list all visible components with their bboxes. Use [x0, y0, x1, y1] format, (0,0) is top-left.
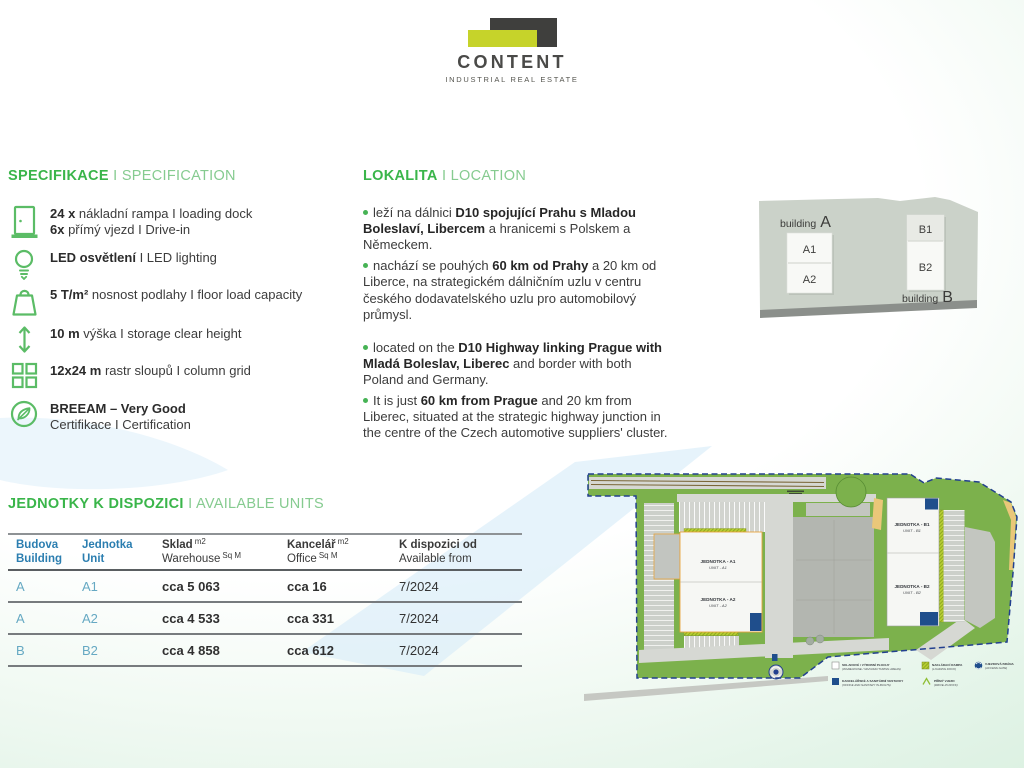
cell-office: cca 16	[287, 578, 327, 594]
col-header-available: K dispozici od Available from	[399, 538, 477, 565]
legend-drivein-arrow-icon	[923, 679, 930, 685]
spec-text: LED osvětlení I LED lighting	[50, 250, 217, 265]
available-units-heading	[8, 496, 324, 512]
legend-gate-cz: VJEZDOVÁ BRÁNA	[985, 662, 1014, 666]
tree	[806, 637, 814, 645]
location-bullet-en-2: It is just 60 km from Prague and 20 km from Liberec, situated at the strategic highway junction in the centre of the Czech automotive suppliers' cluster.	[363, 393, 668, 441]
legend-office-swatch	[832, 678, 839, 685]
plan-unit-a1-label: JEDNOTKA - A1	[700, 559, 736, 564]
col-header-warehouse: Sklad $^{m2}$ Warehouse $^{Sq M}$	[162, 536, 242, 565]
cell-unit: A2	[82, 610, 98, 626]
cell-warehouse: cca 4 858	[162, 642, 220, 658]
legend-drivein-en: (DRIVE-IN DOCK)	[934, 683, 958, 687]
clear-height-arrow-icon	[6, 325, 42, 354]
spec-item-breeam	[6, 400, 191, 433]
plan-unit-b2-label-en: UNIT - B2	[903, 590, 921, 595]
cell-office: cca 331	[287, 610, 334, 626]
building-scheme-diagram	[750, 190, 1010, 340]
cell-available: 7/2024	[399, 578, 439, 594]
unit-a1-label: A1	[802, 244, 817, 256]
plan-building-b	[887, 498, 965, 626]
logo-mark-lime	[468, 30, 537, 47]
location-paragraphs	[363, 205, 669, 446]
spec-text: BREEAM – Very Good Certifikace I Certification	[50, 401, 191, 432]
location-heading	[363, 168, 526, 184]
spec-item-led-lighting	[6, 249, 217, 280]
breeam-leaf-icon	[6, 400, 42, 428]
col-header-building: Budova Building	[16, 538, 62, 565]
plan-unit-a2-label: JEDNOTKA - A2	[700, 597, 736, 602]
building-a-label: building A	[780, 214, 831, 231]
plan-legend	[832, 661, 1014, 687]
tree-canopy	[836, 477, 866, 507]
legend-office-cz: KANCELÁŘSKÉ A SANITÁRNÍ VESTAVKY	[842, 678, 904, 683]
legend-drivein-cz: PŘÍMÝ VJEZD	[934, 678, 955, 683]
logo-subtitle: INDUSTRIAL REAL ESTATE	[445, 75, 579, 84]
legend-dock-swatch	[922, 662, 929, 669]
table-row	[8, 571, 522, 603]
available-units-heading-cz: JEDNOTKY K DISPOZICI	[8, 496, 184, 512]
bullet-icon	[363, 263, 368, 268]
site-plan-drawing	[584, 470, 1024, 715]
unit-a2-label: A2	[802, 274, 817, 286]
tree	[816, 635, 824, 643]
specification-heading-en: I SPECIFICATION	[113, 168, 236, 184]
specification-heading-cz: SPECIFIKACE	[8, 168, 109, 184]
logo-wordmark: CONTENT	[457, 52, 567, 72]
column-grid-icon	[6, 362, 42, 389]
unit-b2-label: B2	[918, 262, 933, 274]
legend-office-en: (OFFICE AND SANITARY IN-BUILTS)	[842, 683, 891, 687]
legend-warehouse-cz: SKLADOVÉ / VÝROBNÍ PLOCHY	[842, 662, 890, 667]
cell-warehouse: cca 5 063	[162, 578, 220, 594]
spec-item-clear-height	[6, 325, 242, 354]
cell-building: B	[16, 642, 25, 658]
cell-available: 7/2024	[399, 642, 439, 658]
cell-building: A	[16, 610, 25, 626]
location-heading-en: I LOCATION	[441, 168, 527, 184]
location-bullet-cz-1: leží na dálnici D10 spojující Prahu s Mladou Boleslaví, Libercem a hranicemi s Polskem a Německem.	[363, 205, 636, 253]
table-row	[8, 635, 522, 667]
table-row	[8, 603, 522, 635]
external-road	[584, 676, 828, 701]
plan-unit-b1-label-en: UNIT - B1	[903, 528, 921, 533]
plan-unit-a2-label-en: UNIT - A2	[709, 603, 727, 608]
spec-text: 10 m výška I storage clear height	[50, 326, 242, 341]
location-bullet-cz-2: nachází se pouhých 60 km od Prahy a 20 km od Liberce, na strategickém dálničním uzlu v centru českého dodavatelského uzlu pro automobilový průmysl.	[363, 258, 657, 322]
plan-unit-b1-label: JEDNOTKA - B1	[894, 522, 930, 527]
location-bullet-en-1: located on the D10 Highway linking Prague with Mladá Boleslav, Liberec and border with both Poland and Germany.	[363, 339, 662, 387]
col-header-office: Kancelář $^{m2}$ Office $^{Sq M}$	[287, 536, 349, 565]
legend-warehouse-swatch	[832, 662, 839, 669]
unit-b1-label: B1	[918, 224, 933, 236]
legend-dock-cz: NAKLÁDACÍ RAMPA	[932, 662, 963, 667]
spec-text: 24 x nákladní rampa I loading dock 6x přímý vjezd I Drive-in	[50, 206, 253, 237]
spec-item-floor-load	[6, 286, 302, 317]
legend-gate-en: (ACCESS GATE)	[985, 666, 1008, 671]
legend-dock-en: (LOADING DOCK)	[932, 667, 957, 671]
bullet-icon	[363, 210, 368, 215]
plan-unit-a1-label-en: UNIT - A1	[709, 565, 727, 570]
location-heading-cz: LOKALITA	[363, 168, 438, 184]
cell-warehouse: cca 4 533	[162, 610, 220, 626]
floor-load-weight-icon	[6, 286, 42, 317]
available-units-heading-en: I AVAILABLE UNITS	[188, 496, 325, 512]
plan-unit-b2-label: JEDNOTKA - B2	[894, 584, 930, 589]
col-header-unit: Jednotka Unit	[82, 538, 133, 565]
lightbulb-icon	[6, 249, 42, 280]
bullet-icon	[363, 398, 368, 403]
legend-warehouse-en: (WAREHOUSE / MANUFACTURING AREAS)	[842, 667, 901, 671]
spec-text: 12x24 m rastr sloupů I column grid	[50, 363, 251, 378]
cell-office: cca 612	[287, 642, 334, 658]
cell-unit: B2	[82, 642, 98, 658]
bullet-icon	[363, 345, 368, 350]
spec-item-column-grid	[6, 362, 251, 389]
loading-dock-door-icon	[6, 205, 42, 240]
spec-text: 5 T/m² nosnost podlahy I floor load capacity	[50, 287, 303, 302]
table-header-row	[8, 535, 522, 571]
spec-item-loading-dock	[6, 205, 252, 240]
cell-available: 7/2024	[399, 610, 439, 626]
building-b-label: building B	[902, 289, 953, 306]
specification-heading	[8, 168, 236, 184]
cell-building: A	[16, 578, 25, 594]
cell-unit: A1	[82, 578, 98, 594]
available-units-table	[8, 533, 522, 667]
